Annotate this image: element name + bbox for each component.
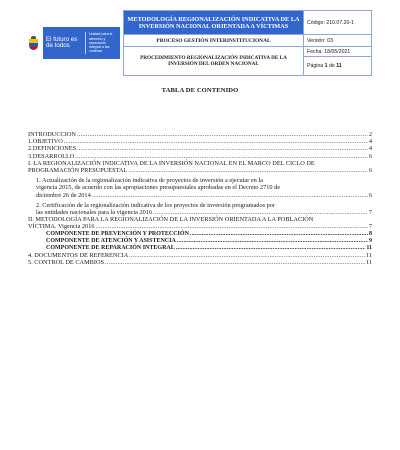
colombia-crest-icon xyxy=(28,36,39,51)
toc-entry-desarrollo[interactable]: 3.DESARROLLO ..... 6 xyxy=(28,153,372,160)
document-title: METODOLOGÍA REGIONALIZACIÓN INDICATIVA DE LA INVERSIÓN NACIONAL ORIENTADA A VÍCTIMAS xyxy=(123,10,304,35)
process-name: PROCESO GESTIÓN INTERINSTITUCIONAL xyxy=(123,35,304,47)
toc-entry-objetivo[interactable]: 1.OBJETIVO ..... 4 xyxy=(28,138,372,145)
toc-entry-componente-atencion[interactable]: COMPONENTE DE ATENCIÓN Y ASISTENCIA ..... 9 xyxy=(28,238,372,245)
toc-entry-introduccion[interactable]: INTRODUCCION ..... 2 xyxy=(28,131,372,138)
brand-logo xyxy=(43,27,120,59)
procedure-name: PROCEDIMIENTO REGIONALIZACIÓN INDICATIVA DE LA INVERSIÓN DEL ORDEN NACIONAL xyxy=(123,47,304,76)
toc-entry-section-2[interactable]: II. METODOLOGÍA PARA LA REGIONALIZACIÓN DE LA INVERSIÓN ORIENTADA A LA POBLACIÓN VÍCTIMA. Vigencia 2016 ..... 7 xyxy=(28,216,372,230)
toc-entry-section-1-1[interactable]: 1. Actualización de la regionalización indicativa de proyectos de inversión a ejecutar en la vigencia 2015, de acuerdo con las apropiaciones presupuestales aprobadas en el Decreto 2710 de diciembre 26 de 2014 ..... 6 xyxy=(28,177,372,199)
toc-entry-control-cambios[interactable]: 5. CONTROL DE CAMBIOS ..... 11 xyxy=(28,259,372,266)
brand-slogan: El futuro es de todos xyxy=(46,35,78,49)
document-version: Versión: 03 xyxy=(304,35,372,47)
document-code: Código: 210.07.20-1 xyxy=(304,10,372,35)
document-date: Fecha: 18/05/2021 xyxy=(304,47,372,57)
toc-entry-definiciones[interactable]: 2.DEFINICIONES ..... 4 xyxy=(28,145,372,152)
table-of-contents xyxy=(28,131,372,267)
logo-cell xyxy=(26,10,123,76)
toc-entry-section-1[interactable]: I. LA REGIONALIZACIÓN INDICATIVA DE LA INVERSIÓN NACIONAL EN EL MARCO DEL CICLO DE PROGRAMACIÓN PRESUPUESTAL ..... 6 xyxy=(28,160,372,174)
page-indicator: Página 1 de 11 xyxy=(304,57,372,76)
toc-entry-componente-reparacion[interactable]: COMPONENTE DE REPARACIÓN INTEGRAL ..... 11 xyxy=(28,245,372,252)
toc-entry-documentos[interactable]: 4. DOCUMENTOS DE REFERENCIA ..... 11 xyxy=(28,252,372,259)
toc-title: TABLA DE CONTENIDO xyxy=(161,87,239,94)
brand-entity: Unidad para la atención y reparación integral a las víctimas xyxy=(89,32,113,54)
toc-entry-section-1-2[interactable]: 2. Certificación de la regionalización indicativa de los proyectos de inversión programados por las entidades nacionales para la vigencia 2016 ..... 7 xyxy=(28,202,372,216)
document-header xyxy=(26,10,372,76)
toc-entry-componente-prevencion[interactable]: COMPONENTE DE PREVENCIÓN Y PROTECCIÓN ..... 8 xyxy=(28,231,372,238)
